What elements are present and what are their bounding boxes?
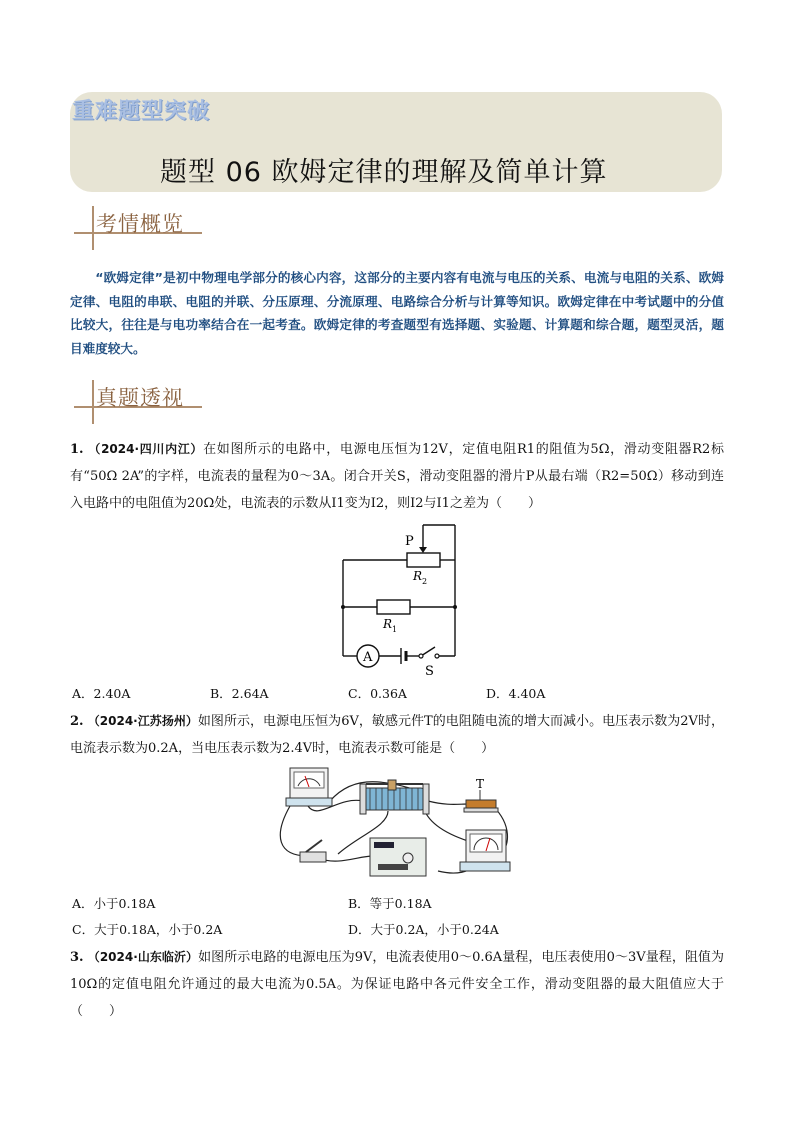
question-stem: 在如图所示的电路中，电源电压恒为12V，定值电阻R1的阻值为5Ω，滑动变阻器R2标有“50Ω 2A”的字样，电流表的量程为0～3A。闭合开关S，滑动变阻器的滑片P从最右端（R2=50Ω）移动到连入电路中的电阻值为20Ω处，电流表的示数从I1变为I2，则I2与I1之差为（ ） <box>70 442 724 511</box>
overview-text: “欧姆定律”是初中物理电学部分的核心内容，这部分的主要内容有电流与电压的关系、电流与电阻的关系、欧姆定律、电阻的串联、电阻的并联、分压原理、分流原理、电路综合分析与计算等知识。欧姆定律在中考试题中的分值比较大，往往是与电功率结合在一起考查。欧姆定律的考查题型有选择题、实验题、计算题和综合题，题型灵活，题目难度较大。 <box>70 270 724 356</box>
question-stem: 如图所示电路的电源电压为9V，电流表使用0～0.6A量程，电压表使用0～3V量程，阻值为10Ω的定值电阻允许通过的最大电流为0.5A。为保证电路中各元件安全工作，滑动变阻器的最大阻值应大于（ ） <box>70 950 724 1019</box>
option-b[interactable]: B．等于0.18A <box>348 896 432 911</box>
question-2-options <box>70 890 724 944</box>
figure-label: P <box>405 534 414 549</box>
figure-label: R <box>413 569 423 583</box>
option-c[interactable]: C．大于0.18A，小于0.2A <box>72 922 223 937</box>
page-title: 题型 06 欧姆定律的理解及简单计算 <box>160 157 608 188</box>
question-source: （2024·江苏扬州） <box>87 714 198 728</box>
figure-label: 1 <box>392 625 398 634</box>
question-2 <box>70 708 724 762</box>
figure-label: A <box>363 650 373 665</box>
question-1-options <box>70 680 724 707</box>
section-real-heading <box>92 380 272 424</box>
overview-paragraph <box>70 266 724 360</box>
option-a[interactable]: A．2.40A <box>72 686 131 701</box>
figure-label: S <box>425 664 434 679</box>
option-b[interactable]: B．2.64A <box>210 686 269 701</box>
header-tag: 重难题型突破 <box>72 99 211 124</box>
question-source: （2024·山东临沂） <box>87 950 199 964</box>
question-3 <box>70 944 724 1025</box>
question-source: （2024·四川内江） <box>88 442 204 456</box>
figure-label: R <box>383 617 393 631</box>
figure-label: 2 <box>422 577 428 586</box>
question-1 <box>70 436 724 517</box>
option-d[interactable]: D．大于0.2A，小于0.24A <box>348 922 499 937</box>
option-a[interactable]: A．小于0.18A <box>72 896 156 911</box>
section-divider <box>92 380 94 424</box>
figure-label: T <box>476 777 485 791</box>
section-label: 考情概览 <box>96 212 184 236</box>
question-stem: 如图所示，电源电压恒为6V，敏感元件T的电阻随电流的增大而减小。电压表示数为2V时，电流表示数为0.2A，当电压表示数为2.4V时，电流表示数可能是（ ） <box>70 714 724 756</box>
question-number: 2. <box>70 714 84 729</box>
experiment-diagram-2 <box>278 766 518 886</box>
section-label: 真题透视 <box>96 386 184 410</box>
option-c[interactable]: C．0.36A <box>348 686 407 701</box>
section-overview-heading <box>92 206 272 250</box>
option-d[interactable]: D．4.40A <box>486 686 546 701</box>
question-number: 1. <box>70 442 84 457</box>
section-divider <box>92 206 94 250</box>
circuit-diagram-1 <box>325 520 475 680</box>
question-number: 3. <box>70 950 84 965</box>
